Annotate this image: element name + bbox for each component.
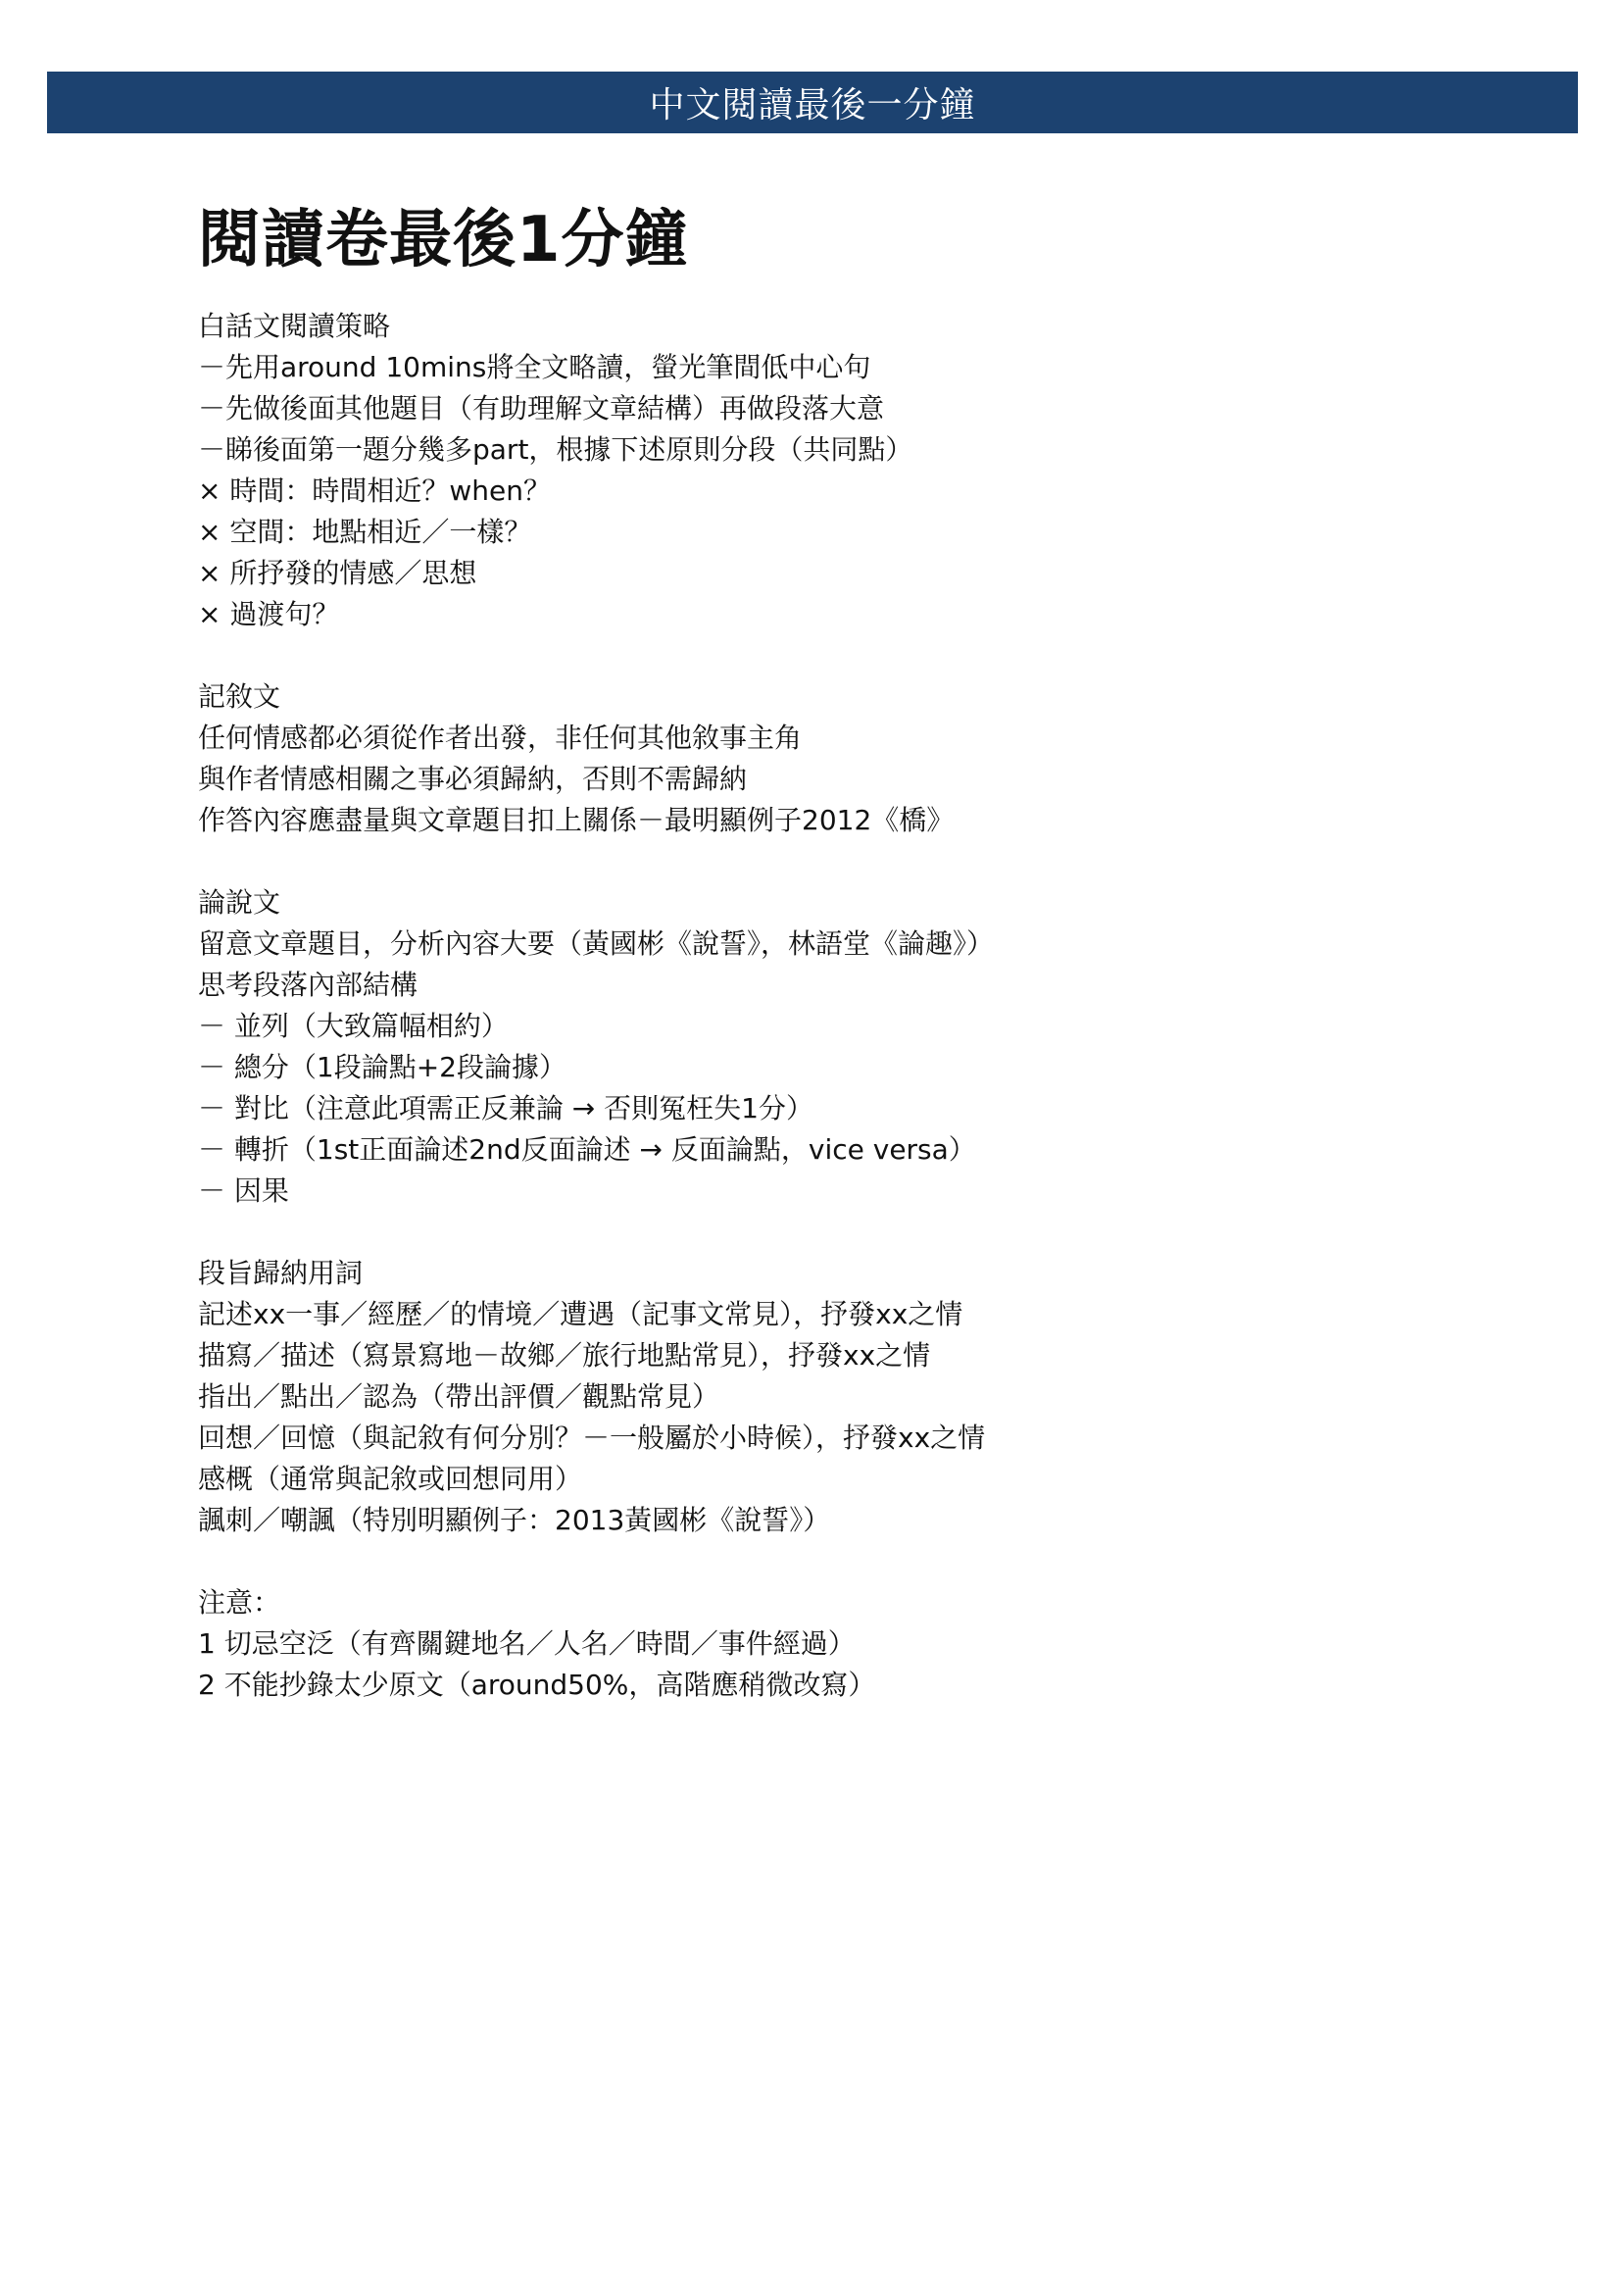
- text-line: × 所抒發的情感／思想: [198, 557, 477, 589]
- section-notes: [198, 1582, 1472, 1706]
- text-line: 2 不能抄錄太少原文（around50%，高階應稍微改寫）: [198, 1669, 876, 1701]
- text-line: － 總分（1段論點+2段論據）: [198, 1051, 566, 1083]
- text-line: 描寫／描述（寫景寫地－故鄉／旅行地點常見），抒發xx之情: [198, 1339, 931, 1372]
- section-heading: 白話文閱讀策略: [198, 310, 391, 342]
- text-line: 諷刺／嘲諷（特別明顯例子：2013黃國彬《說誓》）: [198, 1504, 831, 1536]
- text-line: － 因果: [198, 1174, 289, 1207]
- section-heading: 注意：: [198, 1586, 281, 1619]
- text-line: － 並列（大致篇幅相約）: [198, 1010, 509, 1042]
- section-paragraph-summary-terms: [198, 1253, 1472, 1541]
- text-line: 作答內容應盡量與文章題目扣上關係－最明顯例子2012《橋》: [198, 804, 955, 836]
- text-line: －睇後面第一題分幾多part，根據下述原則分段（共同點）: [198, 433, 913, 466]
- text-line: 與作者情感相關之事必須歸納，否則不需歸納: [198, 763, 748, 795]
- section-narrative: [198, 676, 1472, 841]
- text-line: × 過渡句？: [198, 598, 340, 630]
- text-line: 感概（通常與記敘或回想同用）: [198, 1463, 583, 1495]
- section-vernacular-strategy: [198, 306, 1472, 635]
- text-line: 任何情感都必須從作者出發，非任何其他敘事主角: [198, 722, 803, 754]
- text-line: 1 切忌空泛（有齊關鍵地名／人名／時間／事件經過）: [198, 1627, 856, 1660]
- section-heading: 記敘文: [198, 680, 281, 713]
- page-title: 閱讀卷最後1分鐘: [198, 204, 689, 276]
- text-line: －先用around 10mins將全文略讀，螢光筆間低中心句: [198, 351, 871, 383]
- text-line: × 空間：地點相近／一樣？: [198, 516, 532, 548]
- header-title: 中文閱讀最後一分鐘: [649, 85, 976, 125]
- text-line: 記述xx一事／經歷／的情境／遭遇（記事文常見），抒發xx之情: [198, 1298, 963, 1330]
- text-line: 留意文章題目，分析內容大要（黃國彬《說誓》，林語堂《論趣》）: [198, 927, 995, 960]
- text-line: － 對比（注意此項需正反兼論 → 否則冤枉失1分）: [198, 1092, 813, 1124]
- section-heading: 段旨歸納用詞: [198, 1257, 364, 1289]
- text-line: 指出／點出／認為（帶出評價／觀點常見）: [198, 1380, 720, 1413]
- section-argumentative: [198, 882, 1472, 1212]
- text-line: × 時間：時間相近？when？: [198, 474, 551, 507]
- text-line: 回想／回憶（與記敘有何分別？－一般屬於小時候），抒發xx之情: [198, 1422, 986, 1454]
- header-bar: [47, 72, 1578, 133]
- document-body: [198, 196, 1472, 1747]
- text-line: － 轉折（1st正面論述2nd反面論述 → 反面論點，vice versa）: [198, 1133, 976, 1166]
- text-line: 思考段落內部結構: [198, 969, 418, 1001]
- text-line: －先做後面其他題目（有助理解文章結構）再做段落大意: [198, 392, 885, 424]
- section-heading: 論說文: [198, 886, 281, 919]
